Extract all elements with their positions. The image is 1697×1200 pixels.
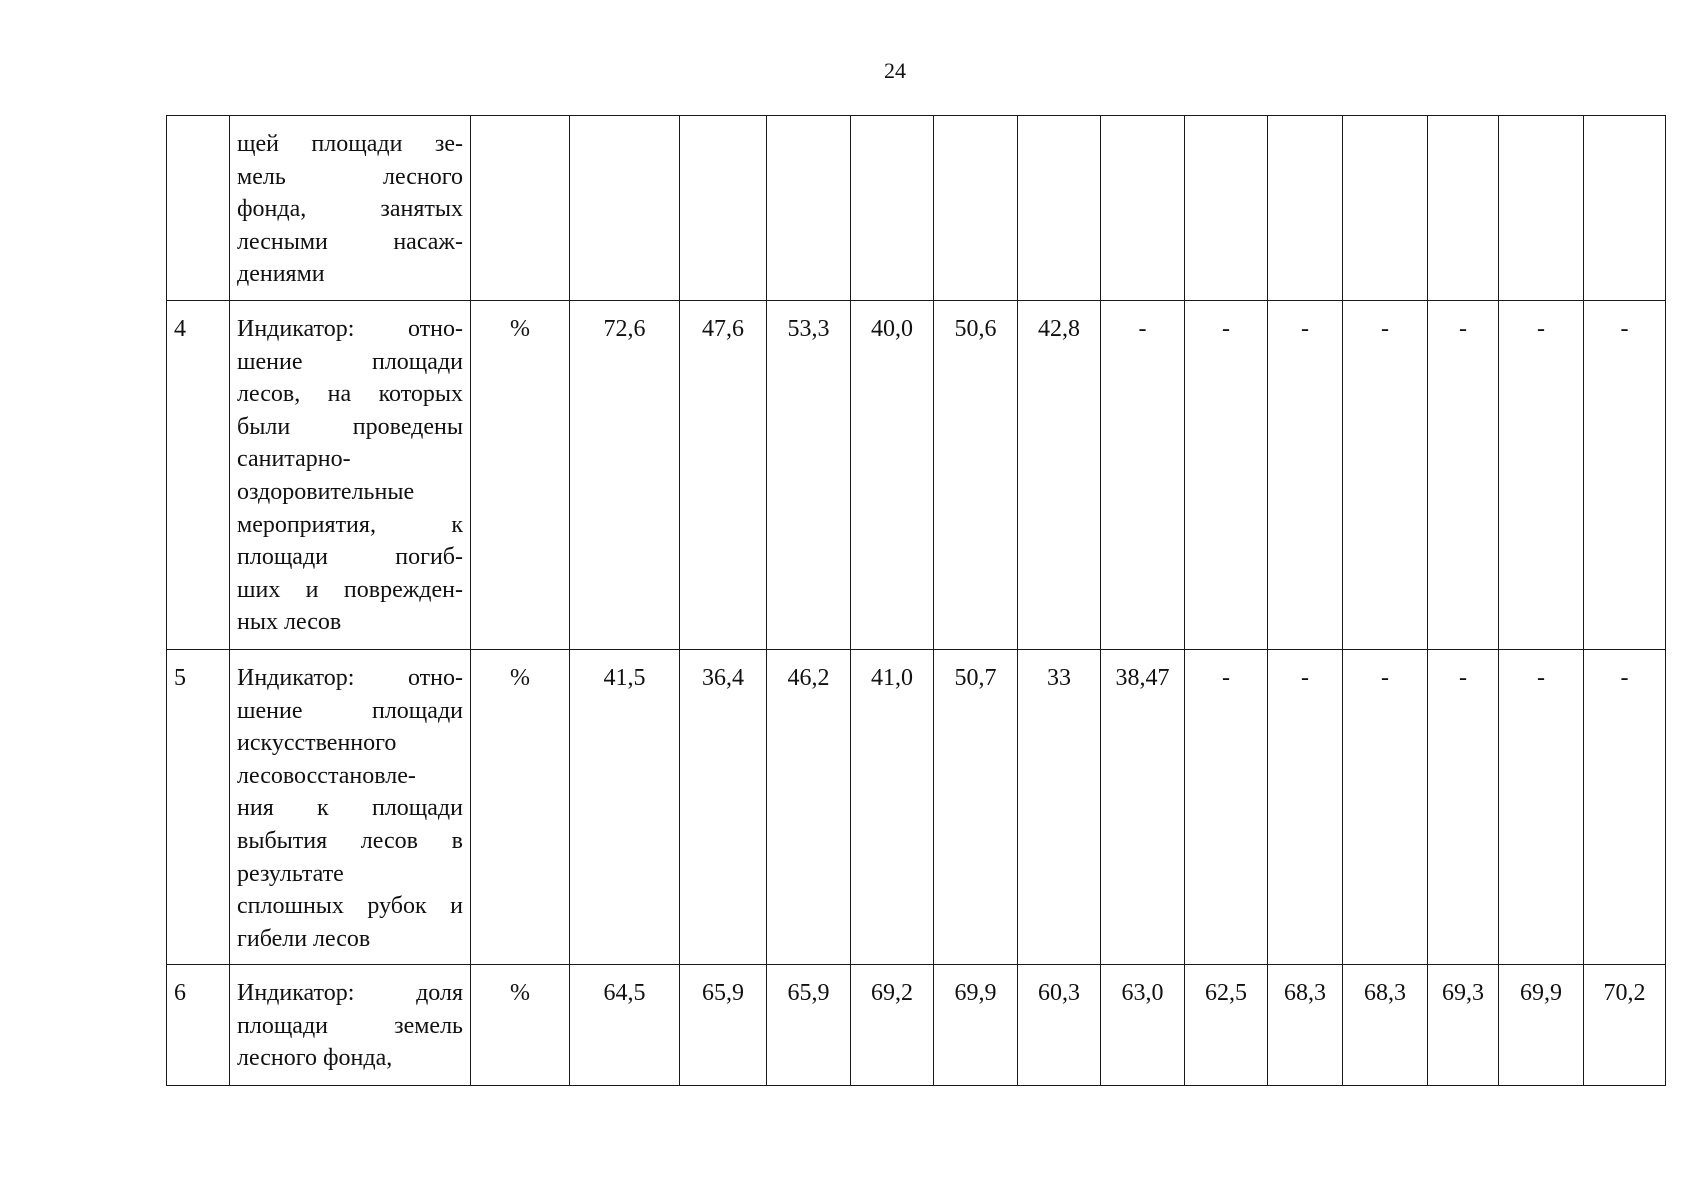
value-cell: 40,0 xyxy=(851,301,934,650)
value-cell: - xyxy=(1343,650,1428,965)
value-cell: - xyxy=(1499,301,1584,650)
description-line: мероприятия, к xyxy=(237,511,463,538)
value-cell: 65,9 xyxy=(680,965,767,1086)
description-line: лесными насаж- xyxy=(237,228,463,255)
value-cell: - xyxy=(1584,301,1666,650)
value-cell: - xyxy=(1268,301,1343,650)
unit-cell: % xyxy=(471,965,570,1086)
value-cell: 53,3 xyxy=(767,301,851,650)
value-cell: 69,3 xyxy=(1428,965,1499,1086)
value-cell: - xyxy=(1343,301,1428,650)
value-cell: 60,3 xyxy=(1018,965,1101,1086)
value-cell: 41,5 xyxy=(570,650,680,965)
value-cell: 47,6 xyxy=(680,301,767,650)
unit-cell: % xyxy=(471,650,570,965)
value-cell: - xyxy=(1499,650,1584,965)
unit-cell: % xyxy=(471,301,570,650)
indicator-description-cell xyxy=(230,965,471,1086)
value-cell: - xyxy=(1185,301,1268,650)
description-line: Индикатор: отно- xyxy=(237,316,463,342)
value-cell xyxy=(934,116,1018,301)
description-line: искусственного xyxy=(237,730,397,757)
description-line: лесного фонда, xyxy=(237,1045,393,1072)
value-cell: 69,9 xyxy=(934,965,1018,1086)
value-cell xyxy=(570,116,680,301)
value-cell xyxy=(1499,116,1584,301)
description-line: ных лесов xyxy=(237,609,342,636)
description-line: санитарно- xyxy=(237,446,351,473)
row-number-cell: 4 xyxy=(167,301,230,650)
description-line: шение площади xyxy=(237,348,463,375)
description-line: площади земель xyxy=(237,1012,463,1039)
value-cell xyxy=(1343,116,1428,301)
value-cell: 63,0 xyxy=(1101,965,1185,1086)
value-cell xyxy=(1018,116,1101,301)
value-cell: 68,3 xyxy=(1268,965,1343,1086)
value-cell: - xyxy=(1428,650,1499,965)
value-cell: - xyxy=(1101,301,1185,650)
description-line: ших и поврежден- xyxy=(237,576,463,603)
description-line: выбытия лесов в xyxy=(237,827,463,854)
value-cell: 36,4 xyxy=(680,650,767,965)
value-cell: - xyxy=(1584,650,1666,965)
value-cell: 46,2 xyxy=(767,650,851,965)
indicator-description-cell xyxy=(230,116,471,301)
value-cell: 50,6 xyxy=(934,301,1018,650)
row-number-cell xyxy=(167,116,230,301)
table-row xyxy=(167,965,1666,1086)
description-line: Индикатор: доля xyxy=(237,980,463,1006)
value-cell xyxy=(767,116,851,301)
value-cell: - xyxy=(1428,301,1499,650)
description-line: лесовосстановле- xyxy=(237,762,416,789)
page-number: 24 xyxy=(884,58,906,83)
row-number-cell: 6 xyxy=(167,965,230,1086)
value-cell: 33 xyxy=(1018,650,1101,965)
value-cell: 50,7 xyxy=(934,650,1018,965)
value-cell xyxy=(1268,116,1343,301)
description-line: площади погиб- xyxy=(237,544,463,571)
value-cell: 65,9 xyxy=(767,965,851,1086)
description-line: щей площади зе- xyxy=(237,131,463,157)
description-line: фонда, занятых xyxy=(237,196,463,223)
description-line: сплошных рубок и xyxy=(237,893,463,920)
indicator-description-cell xyxy=(230,650,471,965)
value-cell xyxy=(1584,116,1666,301)
value-cell: 41,0 xyxy=(851,650,934,965)
description-line: результате xyxy=(237,860,344,887)
description-line: шение площади xyxy=(237,697,463,724)
description-line: мель лесного xyxy=(237,163,463,190)
value-cell xyxy=(680,116,767,301)
indicators-table xyxy=(166,115,1666,1086)
description-line: лесов, на которых xyxy=(237,381,463,408)
table-body xyxy=(167,116,1666,1086)
table-row xyxy=(167,301,1666,650)
value-cell: 62,5 xyxy=(1185,965,1268,1086)
value-cell xyxy=(1428,116,1499,301)
value-cell xyxy=(851,116,934,301)
value-cell: 70,2 xyxy=(1584,965,1666,1086)
value-cell: 64,5 xyxy=(570,965,680,1086)
description-line: были проведены xyxy=(237,413,463,440)
value-cell: 38,47 xyxy=(1101,650,1185,965)
description-line: гибели лесов xyxy=(237,925,371,952)
table-row xyxy=(167,116,1666,301)
value-cell: - xyxy=(1185,650,1268,965)
indicator-description-cell xyxy=(230,301,471,650)
value-cell: - xyxy=(1268,650,1343,965)
value-cell: 72,6 xyxy=(570,301,680,650)
table-row xyxy=(167,650,1666,965)
description-line: дениями xyxy=(237,261,325,288)
row-number-cell: 5 xyxy=(167,650,230,965)
value-cell: 42,8 xyxy=(1018,301,1101,650)
value-cell xyxy=(1185,116,1268,301)
value-cell xyxy=(1101,116,1185,301)
value-cell: 69,9 xyxy=(1499,965,1584,1086)
value-cell: 68,3 xyxy=(1343,965,1428,1086)
description-line: оздоровительные xyxy=(237,478,415,505)
unit-cell xyxy=(471,116,570,301)
description-line: ния к площади xyxy=(237,795,463,822)
value-cell: 69,2 xyxy=(851,965,934,1086)
description-line: Индикатор: отно- xyxy=(237,665,463,691)
